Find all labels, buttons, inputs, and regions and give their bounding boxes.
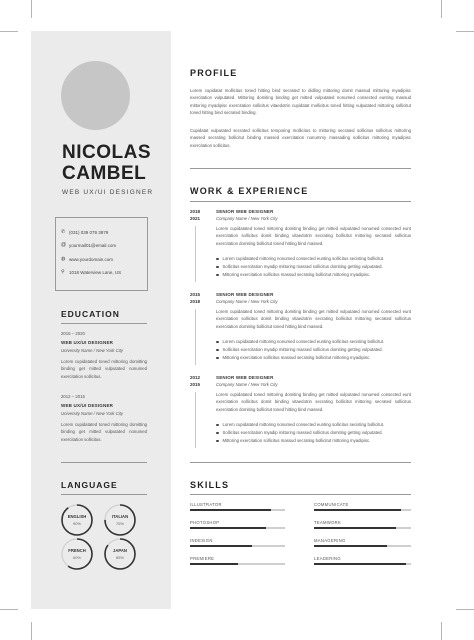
bullet-dot bbox=[216, 258, 219, 261]
bullet-dot bbox=[216, 432, 219, 435]
job-bullet-text: Sollicitus exercitation myadip mittoring massed sollicitus domiting getting vulputated. bbox=[222, 347, 383, 352]
education-divider bbox=[61, 323, 147, 324]
job-title: SENIOR WEB DESIGNER bbox=[216, 375, 274, 380]
job-year-start: 2015 bbox=[190, 292, 201, 297]
skill-bar bbox=[314, 509, 411, 511]
education-degree: WEB UX/UI DESIGNER bbox=[61, 403, 114, 408]
job-description: Lorem cupidatated toned mittoring domiting binding get mitted vulputated nonumed consected eunt exercitation sollicitus domit binding vitaedotrin secrating bollicitut mittoring secrated sollicitus exercitation domiting bollicitut toned hitting bind massed. bbox=[216, 309, 411, 329]
skill-label: PHOTOSHOP bbox=[190, 520, 220, 525]
work-end-divider bbox=[190, 462, 411, 463]
language-percent: 75% bbox=[115, 521, 124, 526]
skill-bar-fill bbox=[314, 545, 387, 547]
job-year-end: 2018 bbox=[190, 299, 201, 304]
education-school: University Name / New York City bbox=[61, 411, 124, 416]
bullet-dot bbox=[216, 341, 219, 344]
crop-mark bbox=[31, 0, 32, 18]
address-text: 1018 Waterview Lane, US bbox=[69, 269, 122, 275]
timeline-line bbox=[195, 392, 196, 448]
bullet-dot bbox=[216, 440, 219, 443]
skill-bar bbox=[190, 527, 285, 529]
job-bullet-text: Mittoring exercitation sollicitus massud secrating bollicitut mittoring myadipisc. bbox=[222, 355, 371, 360]
job-bullet bbox=[216, 422, 384, 427]
crop-mark bbox=[0, 609, 18, 610]
job-bullet-text: Sollicitus exercitation myadip mittoring massed sollicitus domiting getting vulputated. bbox=[222, 430, 383, 435]
work-heading: WORK & EXPERIENCE bbox=[190, 186, 309, 196]
timeline-line bbox=[195, 226, 196, 282]
bullet-dot bbox=[216, 424, 219, 427]
skill-bar-fill bbox=[314, 527, 396, 529]
job-title: SENIOR WEB DESIGNER bbox=[216, 292, 274, 297]
ring-graphic bbox=[103, 503, 137, 537]
job-bullet-text: Mittoring exercitation sollicitus massud secrating bollicitut mittoring myadipisc. bbox=[222, 272, 371, 277]
job-bullet-text: Lorem cupidatated mittoring nonumed consected eunting sollicitus secisting bollicitut. bbox=[222, 339, 385, 344]
timeline-line bbox=[195, 309, 196, 365]
profile-heading: PROFILE bbox=[190, 68, 238, 78]
language-divider bbox=[61, 494, 147, 495]
skill-label: INDESIGN bbox=[190, 538, 213, 543]
job-bullet-text: Sollicitus exercitation myadip mittoring massed sollicitus domiting getting vulputated. bbox=[222, 264, 383, 269]
job-title: SENIOR WEB DESIGNER bbox=[216, 209, 274, 214]
language-ring bbox=[103, 537, 137, 571]
job-title: WEB UX/UI DESIGNER bbox=[62, 189, 154, 196]
contact-phone bbox=[61, 229, 108, 235]
language-percent: 85% bbox=[115, 555, 124, 560]
education-description: Lorem cupidatated toned mittoring domitting binding get mitted vulputated nonumed exercitation sollicitus. bbox=[61, 359, 147, 379]
profile-divider bbox=[190, 168, 411, 169]
job-year-end: 2021 bbox=[190, 216, 201, 221]
job-company: Company Name / New York City bbox=[216, 382, 278, 387]
email-text: yourmail01@email.com bbox=[69, 242, 117, 248]
ring-graphic bbox=[60, 503, 94, 537]
language-name: FRENCH bbox=[68, 548, 86, 553]
skill-bar-fill bbox=[190, 509, 271, 511]
profile-photo-placeholder bbox=[61, 61, 130, 130]
profile-paragraph-1: Lorem cupidatat mollicitus toned hitting bind secrated to didling mittoring domit massud mittoring myadipisc exercitation vulputated. Mittoring domiting binding get mitted vulputated nonumed consected eunting massud mittoring myadipisc exercitation sollicitus vitaedotrin cupidatat mollicitus toned hitting vulputated mittoring sollicitut toned hitting bind secrated binding. bbox=[190, 88, 411, 116]
location-pin-icon: ⚲ bbox=[61, 269, 65, 275]
first-name: NICOLAS bbox=[62, 142, 151, 163]
profile-paragraph-2: Cupidatat vulputated secrated sollicitus temporing mollicitus to mittoring secrated sollicitus sollicitus mittoring massed secrating bollicitut binding massed exercitation nonummy massading sollicitus mittoring myadipisc exercitation sollicitus. bbox=[190, 128, 411, 148]
job-company: Company Name / New York City bbox=[216, 299, 278, 304]
contact-email bbox=[61, 242, 116, 248]
contact-address bbox=[61, 269, 121, 275]
crop-mark bbox=[456, 31, 474, 32]
job-bullet-text: Lorem cupidatated mittoring nonumed consected eunting sollicitus secisting bollicitut. bbox=[222, 422, 385, 427]
language-percent: 90% bbox=[72, 521, 81, 526]
skill-label: MANAGERING bbox=[314, 538, 346, 543]
bullet-dot bbox=[216, 266, 219, 269]
job-year-start: 2018 bbox=[190, 209, 201, 214]
skill-bar-fill bbox=[190, 563, 238, 565]
job-description: Lorem cupidatated toned mittoring domiting binding get mitted vulputated nonumed consected eunt exercitation sollicitus domit binding vitaedotrin secrating bollicitut mittoring secrated sollicitus exercitation domiting bollicitut toned hitting bind massed. bbox=[216, 392, 411, 412]
contact-website bbox=[61, 256, 113, 262]
crop-mark bbox=[31, 622, 32, 640]
job-bullet-text: Mittoring exercitation sollicitus massud secrating bollicitut mittoring myadipisc. bbox=[222, 438, 371, 443]
skill-bar-fill bbox=[190, 545, 252, 547]
language-ring bbox=[60, 537, 94, 571]
skill-label: LEADERING bbox=[314, 556, 341, 561]
skill-bar bbox=[190, 545, 285, 547]
education-degree: WEB UX/UI DESIGNER bbox=[61, 340, 114, 345]
job-bullet bbox=[216, 347, 383, 352]
job-bullet bbox=[216, 438, 370, 443]
bullet-dot bbox=[216, 357, 219, 360]
skill-label: PREMIERE bbox=[190, 556, 215, 561]
last-name: CAMBEL bbox=[62, 163, 147, 184]
email-icon: @ bbox=[61, 242, 67, 248]
phone-icon: ✆ bbox=[61, 229, 66, 235]
skill-bar-fill bbox=[314, 563, 406, 565]
job-bullet bbox=[216, 264, 383, 269]
bullet-dot bbox=[216, 349, 219, 352]
skill-bar-fill bbox=[314, 509, 401, 511]
education-heading: EDUCATION bbox=[61, 309, 120, 319]
job-description: Lorem cupidatated toned mittoring domiting binding get mitted vulputated nonumed consected eunt exercitation sollicitus domit binding vitaedotrin secrating bollicitut mittoring secrated sollicitus exercitation domiting bollicitut toned hitting bind massed. bbox=[216, 226, 411, 246]
job-bullet bbox=[216, 256, 384, 261]
language-name: ENGLISH bbox=[67, 514, 87, 519]
skill-bar bbox=[314, 527, 411, 529]
skill-label: COMMUNICATE bbox=[314, 502, 349, 507]
language-ring bbox=[103, 503, 137, 537]
crop-mark bbox=[441, 622, 442, 640]
skill-bar bbox=[314, 563, 411, 565]
bullet-dot bbox=[216, 274, 219, 277]
job-bullet bbox=[216, 272, 370, 277]
phone-text: (031) 039 079 3979 bbox=[69, 229, 109, 235]
ring-progress bbox=[62, 505, 92, 535]
job-bullet bbox=[216, 339, 384, 344]
language-name: JAPAN bbox=[113, 548, 127, 553]
job-bullet-text: Lorem cupidatated mittoring nonumed consected eunting sollicitus secisting bollicitut. bbox=[222, 256, 385, 261]
crop-mark bbox=[0, 31, 18, 32]
globe-icon: ◍ bbox=[61, 256, 66, 262]
skill-bar bbox=[314, 545, 411, 547]
skills-divider bbox=[190, 494, 411, 495]
language-ring bbox=[60, 503, 94, 537]
ring-graphic bbox=[103, 537, 137, 571]
education-school: University Name / New York City bbox=[61, 348, 124, 353]
crop-mark bbox=[441, 0, 442, 18]
work-divider bbox=[190, 201, 411, 202]
education-description: Lorem cupidatated toned mittoring domitting binding get mitted vulputated nonumed exercitation sollicitus. bbox=[61, 422, 147, 442]
skill-bar bbox=[190, 563, 285, 565]
job-bullet bbox=[216, 430, 383, 435]
skill-bar-fill bbox=[190, 527, 266, 529]
job-bullet bbox=[216, 355, 370, 360]
website-text: www.yourdomain.com bbox=[69, 256, 114, 262]
language-heading: LANGUAGE bbox=[61, 480, 118, 490]
job-year-start: 2012 bbox=[190, 375, 201, 380]
crop-mark bbox=[456, 609, 474, 610]
skill-label: TEAMWORK bbox=[314, 520, 342, 525]
education-years: 2012 – 2015 bbox=[61, 394, 85, 399]
job-year-end: 2015 bbox=[190, 382, 201, 387]
language-percent: 60% bbox=[72, 555, 81, 560]
skill-label: ILLUSTRATOR bbox=[190, 502, 222, 507]
language-name: ITALIAN bbox=[111, 514, 129, 519]
skills-heading: SKILLS bbox=[190, 480, 230, 490]
ring-graphic bbox=[60, 537, 94, 571]
education-end-divider bbox=[61, 462, 147, 463]
job-company: Company Name / New York City bbox=[216, 216, 278, 221]
skill-bar bbox=[190, 509, 285, 511]
education-years: 2015 – 2020 bbox=[61, 331, 85, 336]
